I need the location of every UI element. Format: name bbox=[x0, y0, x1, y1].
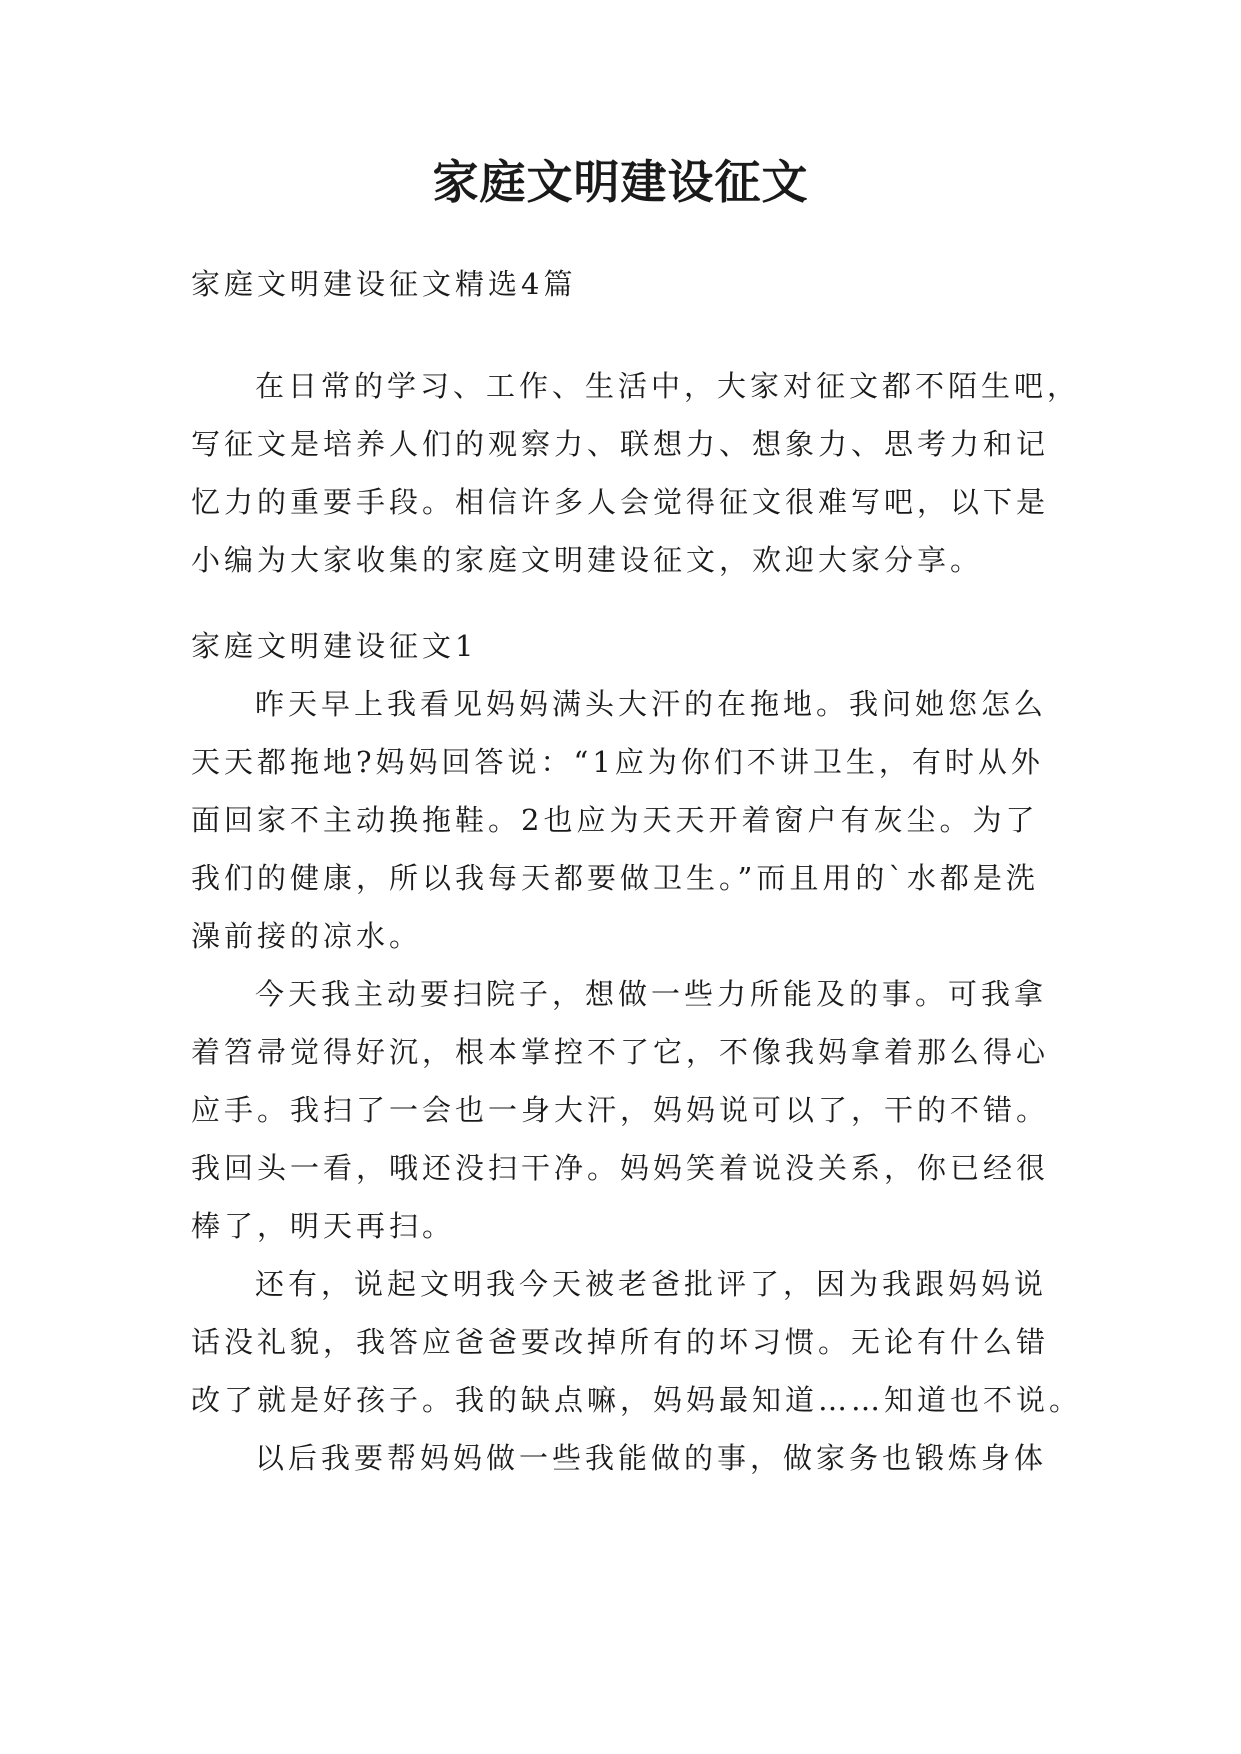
paragraph-line: 我们的健康，所以我每天都要做卫生。”而且用的`水都是洗 bbox=[191, 861, 1039, 895]
section-heading bbox=[191, 617, 1071, 675]
paragraph-line: 棒了，明天再扫。 bbox=[191, 1209, 456, 1243]
paragraph-line: 澡前接的凉水。 bbox=[191, 919, 423, 953]
paragraph bbox=[191, 675, 1071, 965]
paragraph-line: 还有，说起文明我今天被老爸批评了，因为我跟妈妈说 bbox=[255, 1267, 1048, 1301]
intro-line: 小编为大家收集的家庭文明建设征文，欢迎大家分享。 bbox=[191, 543, 984, 577]
paragraph-line: 昨天早上我看见妈妈满头大汗的在拖地。我问她您怎么 bbox=[255, 687, 1048, 721]
paragraph-line: 天天都拖地?妈妈回答说：“1应为你们不讲卫生，有时从外 bbox=[191, 745, 1044, 779]
intro-paragraph bbox=[191, 357, 1081, 589]
paragraph-line: 今天我主动要扫院子，想做一些力所能及的事。可我拿 bbox=[255, 977, 1048, 1011]
paragraph-line: 改了就是好孩子。我的缺点嘛，妈妈最知道……知道也不说。 bbox=[191, 1383, 1083, 1417]
paragraph-line: 以后我要帮妈妈做一些我能做的事，做家务也锻炼身体 bbox=[255, 1441, 1048, 1475]
paragraph-line: 我回头一看，哦还没扫干净。妈妈笑着说没关系，你已经很 bbox=[191, 1151, 1050, 1185]
section-heading-line: 家庭文明建设征文1 bbox=[191, 629, 478, 663]
intro-line: 写征文是培养人们的观察力、联想力、想象力、思考力和记 bbox=[191, 427, 1050, 461]
paragraph-line: 着笤帚觉得好沉，根本掌控不了它，不像我妈拿着那么得心 bbox=[191, 1035, 1050, 1069]
paragraph bbox=[191, 1429, 1071, 1487]
document-title: 家庭文明建设征文 bbox=[432, 155, 809, 209]
document-subtitle bbox=[191, 255, 1071, 313]
intro-line: 忆力的重要手段。相信许多人会觉得征文很难写吧，以下是 bbox=[191, 485, 1050, 519]
paragraph-line: 面回家不主动换拖鞋。2也应为天天开着窗户有灰尘。为了 bbox=[191, 803, 1039, 837]
intro-line: 在日常的学习、工作、生活中，大家对征文都不陌生吧， bbox=[255, 369, 1081, 403]
paragraph bbox=[191, 965, 1071, 1255]
paragraph-line: 话没礼貌，我答应爸爸要改掉所有的坏习惯。无论有什么错 bbox=[191, 1325, 1050, 1359]
paragraph bbox=[191, 1255, 1083, 1429]
subtitle-line: 家庭文明建设征文精选4篇 bbox=[191, 267, 577, 301]
paragraph-line: 应手。我扫了一会也一身大汗，妈妈说可以了，干的不错。 bbox=[191, 1093, 1050, 1127]
